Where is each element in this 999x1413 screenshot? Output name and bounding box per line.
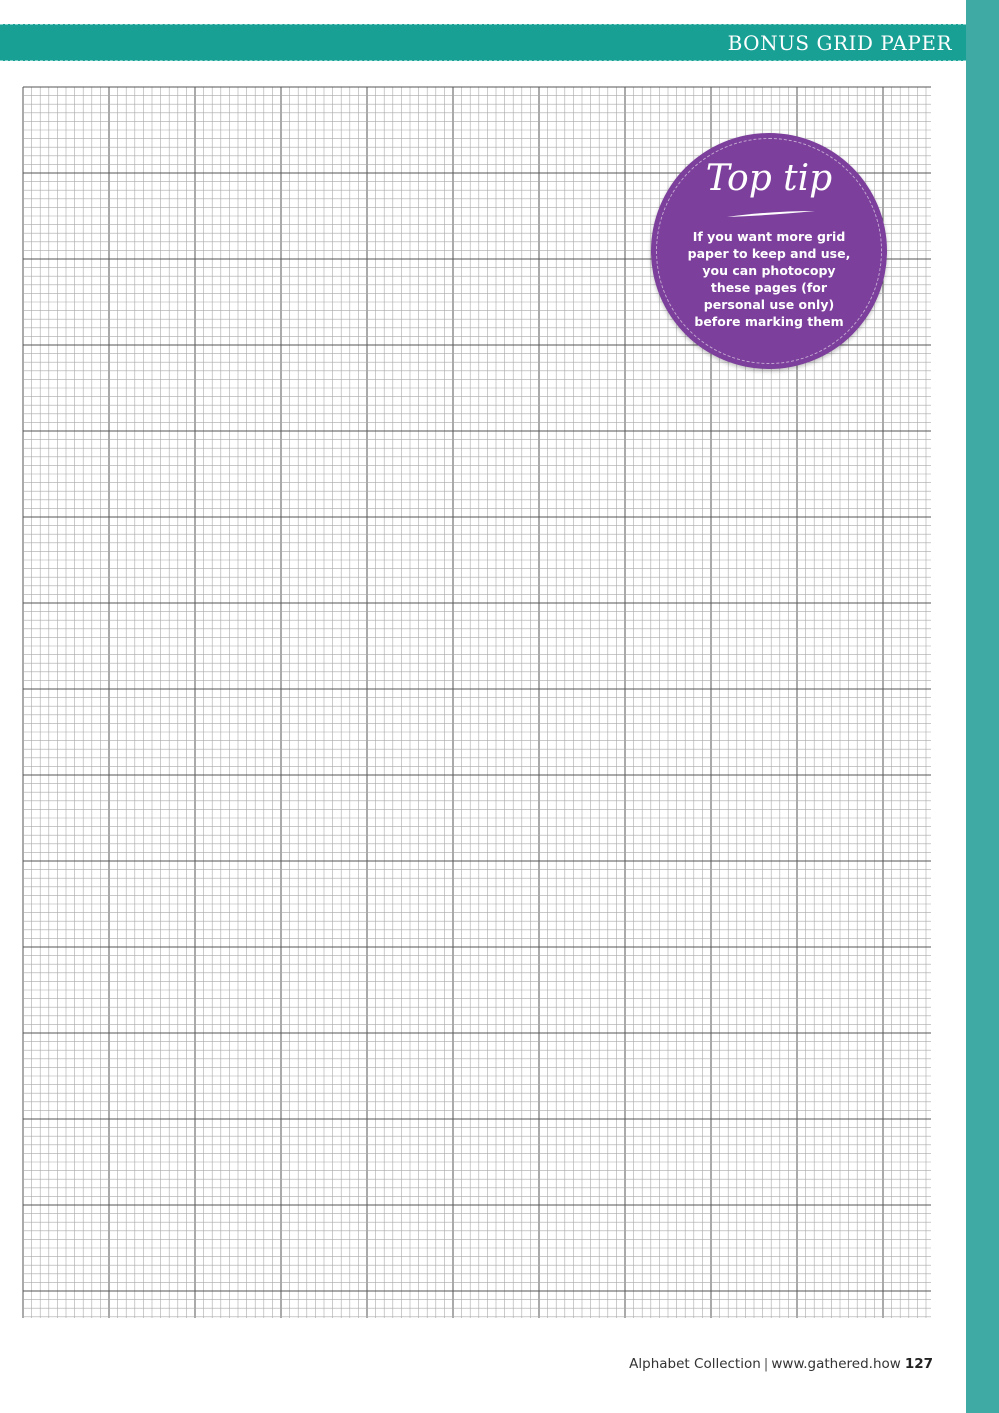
swash-underline-icon bbox=[725, 209, 817, 219]
top-tip-badge bbox=[651, 133, 887, 369]
page-number: 127 bbox=[904, 1356, 933, 1372]
tip-heading: Top tip bbox=[705, 158, 833, 199]
website-link: www.gathered.how bbox=[771, 1356, 901, 1372]
tip-line: paper to keep and use, bbox=[687, 246, 851, 261]
footer-separator: | bbox=[763, 1356, 769, 1372]
tip-line: you can photocopy bbox=[702, 263, 836, 278]
section-title: BONUS GRID PAPER bbox=[727, 31, 952, 55]
tip-line: personal use only) bbox=[703, 297, 835, 312]
tip-line: If you want more grid bbox=[692, 229, 846, 244]
tip-body bbox=[679, 228, 859, 330]
tip-line: before marking them bbox=[694, 314, 844, 329]
page-footer bbox=[629, 1354, 933, 1374]
tip-line: these pages (for bbox=[710, 280, 828, 295]
magazine-name: Alphabet Collection bbox=[629, 1356, 761, 1372]
